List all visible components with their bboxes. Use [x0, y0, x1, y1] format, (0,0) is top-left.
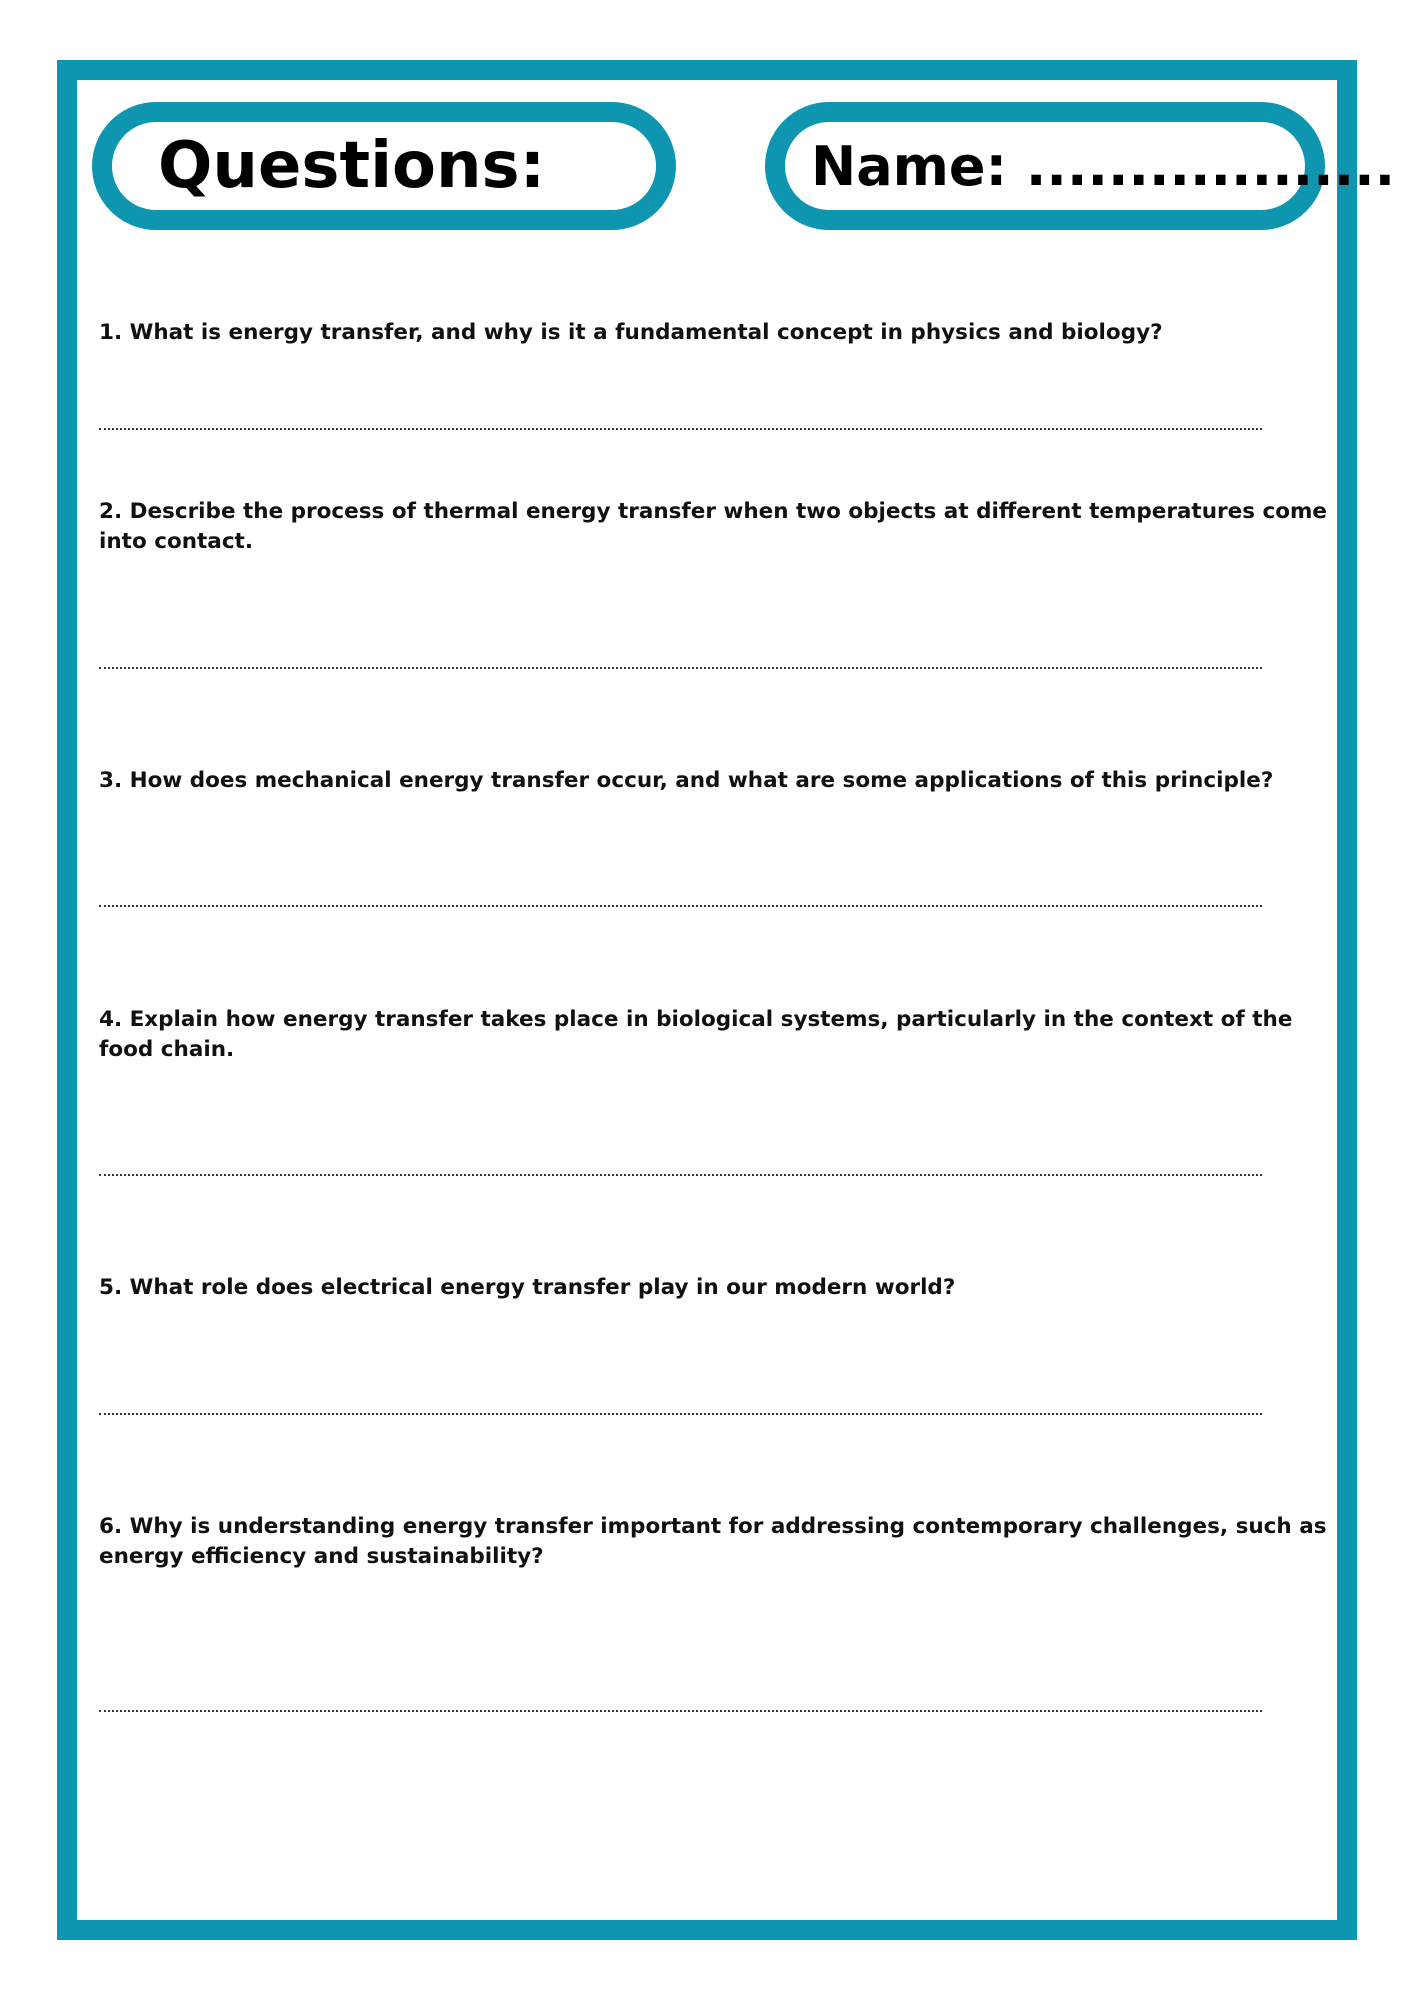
name-label: Name: ..................	[811, 134, 1396, 198]
questions-title: Questions:	[158, 129, 546, 203]
name-field-pill	[765, 102, 1396, 230]
questions-heading-pill	[92, 102, 676, 230]
answer-line-5[interactable]	[99, 1413, 1262, 1415]
answer-line-4[interactable]	[99, 1174, 1262, 1176]
question-1: 1. What is energy transfer, and why is it a fundamental concept in physics and biology?	[99, 320, 1163, 345]
answer-line-2[interactable]	[99, 667, 1262, 669]
question-2: 2. Describe the process of thermal energy transfer when two objects at different temperatures come into contact.	[99, 499, 1327, 554]
question-6: 6. Why is understanding energy transfer important for addressing contemporary challenges, such as energy efficiency and sustainability?	[99, 1514, 1327, 1569]
question-4: 4. Explain how energy transfer takes place in biological systems, particularly in the context of the food chain.	[99, 1007, 1293, 1062]
answer-line-3[interactable]	[99, 905, 1262, 907]
question-5: 5. What role does electrical energy transfer play in our modern world?	[99, 1275, 956, 1300]
answer-line-6[interactable]	[99, 1710, 1262, 1712]
answer-line-1[interactable]	[99, 428, 1262, 430]
question-3: 3. How does mechanical energy transfer occur, and what are some applications of this principle?	[99, 768, 1274, 793]
